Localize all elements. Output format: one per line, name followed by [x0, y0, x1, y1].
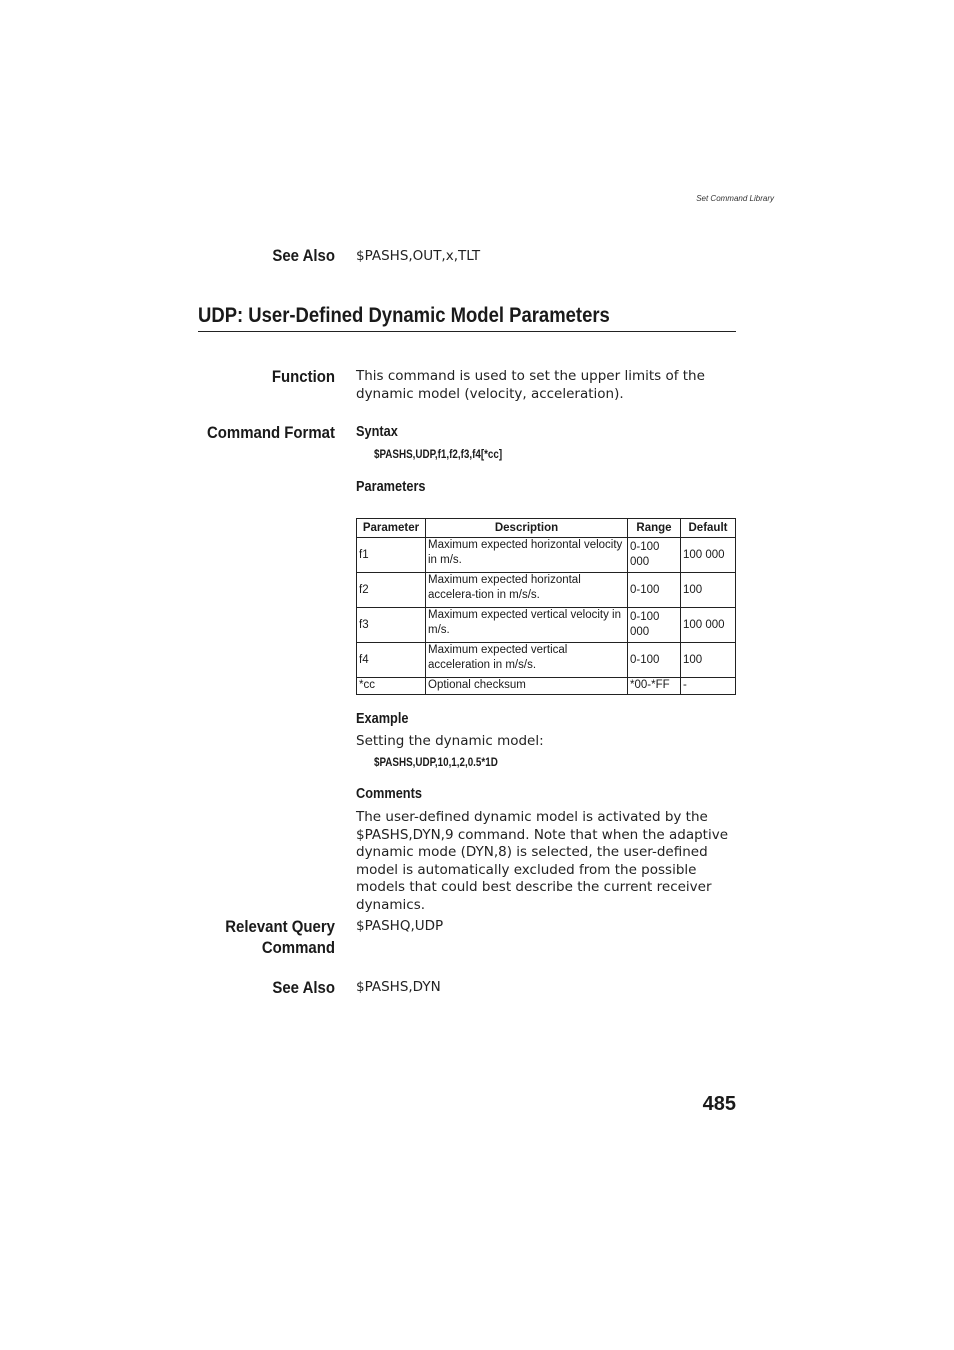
function-text: This command is used to set the upper limits of the dynamic model (velocity, acceleration). [356, 368, 705, 402]
running-header: Set Command Library [696, 194, 774, 203]
syntax-code: $PASHS,UDP,f1,f2,f3,f4[*cc] [374, 447, 503, 461]
table-cell: 100 000 [681, 538, 736, 573]
table-cell: f1 [357, 538, 426, 573]
table-row [357, 643, 736, 678]
table-cell: 0-100 [628, 643, 681, 678]
table-row [357, 678, 736, 695]
table-cell: Maximum expected vertical acceleration in m/s/s. [426, 643, 628, 678]
table-cell: 0-100 000 [628, 538, 681, 573]
see-also-bottom-label: See Also [272, 978, 335, 997]
parameters-table [356, 518, 736, 695]
table-cell: Optional checksum [426, 678, 628, 695]
table-cell: 100 [681, 573, 736, 608]
syntax-heading: Syntax [356, 424, 398, 440]
table-cell: f3 [357, 608, 426, 643]
table-row [357, 573, 736, 608]
example-code: $PASHS,UDP,10,1,2,0.5*1D [374, 755, 498, 769]
table-cell: f2 [357, 573, 426, 608]
function-label: Function [271, 367, 335, 386]
table-cell: 100 000 [681, 608, 736, 643]
table-cell: Maximum expected horizontal accelera-tion in m/s/s. [426, 573, 628, 608]
table-cell: - [681, 678, 736, 695]
example-heading: Example [356, 711, 409, 727]
table-header-cell: Description [426, 519, 628, 538]
table-header-cell: Range [628, 519, 681, 538]
see-also-top-label: See Also [272, 246, 335, 265]
section-title [198, 304, 736, 332]
table-cell: Maximum expected horizontal velocity in m/s. [426, 538, 628, 573]
table-cell: Maximum expected vertical velocity in m/s. [426, 608, 628, 643]
parameters-heading: Parameters [356, 479, 426, 495]
table-cell: f4 [357, 643, 426, 678]
see-also-top-value: $PASHS,OUT,x,TLT [356, 248, 481, 264]
table-row [357, 538, 736, 573]
page-number: 485 [702, 1093, 736, 1115]
table-cell: 100 [681, 643, 736, 678]
table-header-cell: Default [681, 519, 736, 538]
comments-heading: Comments [356, 786, 422, 802]
table-cell: 0-100 [628, 573, 681, 608]
table-row [357, 608, 736, 643]
table-header-cell: Parameter [357, 519, 426, 538]
comments-text: The user-defined dynamic model is activated by the $PASHS,DYN,9 command. Note that when the adaptive dynamic mode (DYN,8) is selected, the user-defined model is automatically excluded from the possible models that could best describe the current receiver dynamics. [356, 809, 728, 913]
see-also-bottom-value: $PASHS,DYN [356, 979, 441, 995]
table-cell: *cc [357, 678, 426, 695]
relevant-query-label-line1: Relevant Query [225, 917, 335, 936]
relevant-query-label-line2: Command [261, 938, 335, 957]
relevant-query-value: $PASHQ,UDP [356, 918, 444, 934]
table-header-row [357, 519, 736, 538]
section-title-text: UDP: User-Defined Dynamic Model Parameters [198, 304, 610, 327]
example-text: Setting the dynamic model: [356, 733, 544, 749]
command-format-label: Command Format [206, 423, 335, 442]
table-cell: 0-100 000 [628, 608, 681, 643]
table-cell: *00-*FF [628, 678, 681, 695]
